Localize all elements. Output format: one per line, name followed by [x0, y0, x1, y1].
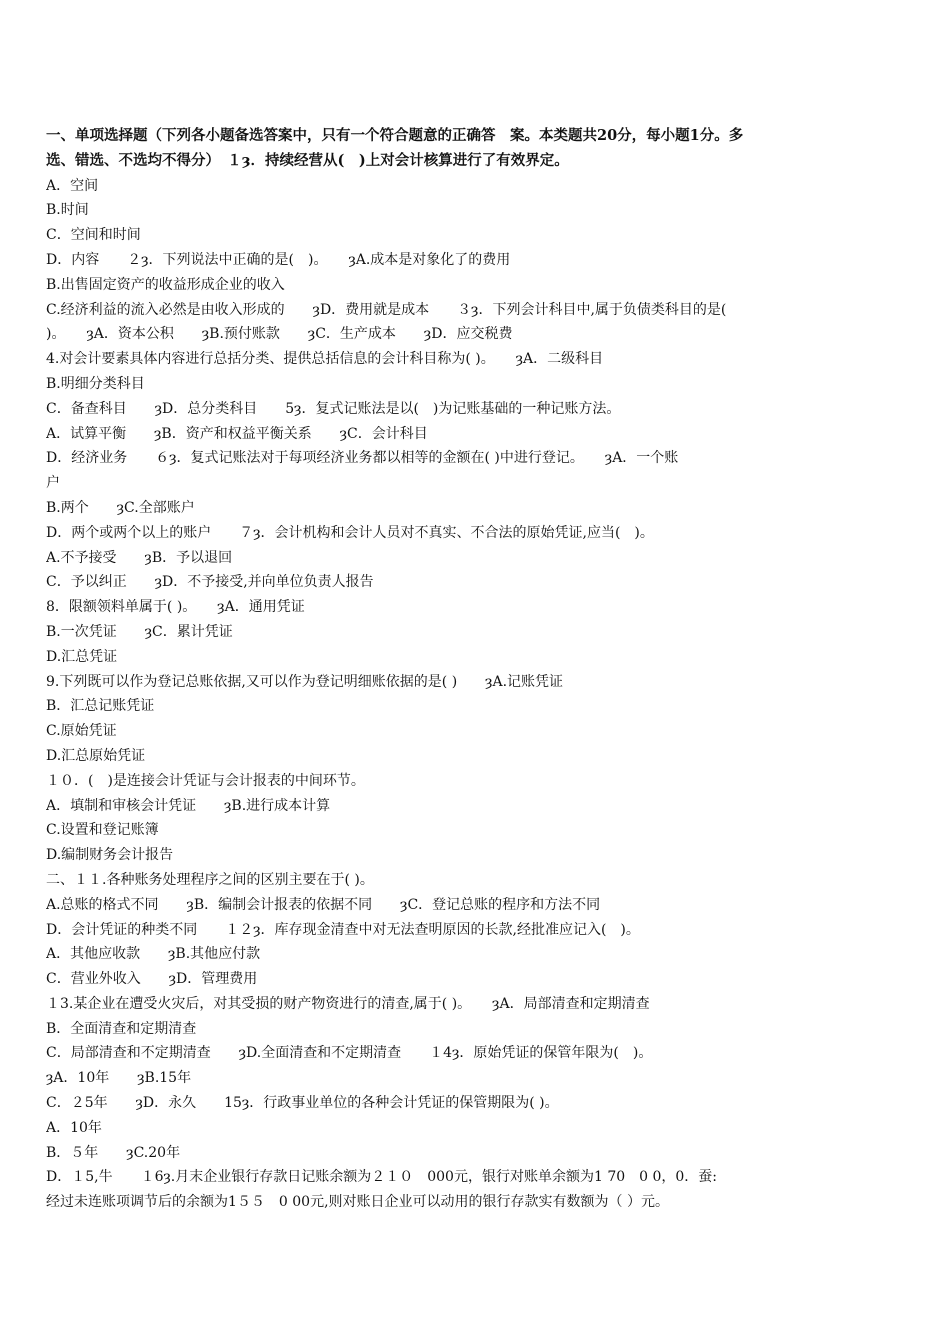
text-line: D．两个或两个以上的账户 ７ȝ．会计机构和会计人员对不真实、不合法的原始凭证,应当( )。	[46, 524, 654, 541]
text-line: D.汇总凭证	[46, 648, 118, 665]
text-line: B．５年 ȝC.20年	[46, 1144, 181, 1161]
text-line: C.设置和登记账簿	[46, 822, 159, 839]
text-line: )。 ȝA．资本公积 ȝB.预付账款 ȝC．生产成本 ȝD．应交税费	[46, 326, 513, 343]
section-heading-line-1: 一、单项选择题（下列各小题备选答案中，只有一个符合题意的正确答 案。本类题共20分，每小题1分。多	[46, 127, 744, 144]
text-line: D．会计凭证的种类不同 １２ȝ．库存现金清查中对无法查明原因的长款,经批准应记入( )。	[46, 921, 640, 938]
text-line: B.明细分类科目	[46, 375, 145, 392]
text-line: 8．限额领料单属于( )。 ȝA．通用凭证	[46, 599, 305, 616]
text-line: C．营业外收入 ȝD．管理费用	[46, 971, 258, 988]
text-line: B.时间	[46, 202, 89, 219]
text-line: B.两个 ȝC.全部账户	[46, 499, 195, 516]
text-line: A．10年	[46, 1119, 102, 1136]
section-heading-tail: 选、错选、不选均不得分） １ȝ．持续经营从( )上对会计核算进行了有效界定。	[46, 151, 569, 169]
text-line: C．予以纠正 ȝD．不予接受,并向单位负责人报告	[46, 574, 374, 591]
text-line: D．１5,牛 １6ȝ.月末企业银行存款日记账余额为２１０ 000元，银行对账单余额为1 70 0 0，0．蚕:	[46, 1169, 718, 1186]
text-line: 户	[46, 475, 60, 492]
text-line: D．内容 ２ȝ．下列说法中正确的是( )。 ȝA.成本是对象化了的费用	[46, 251, 511, 268]
text-line: B.出售固定资产的收益形成企业的收入	[46, 276, 285, 293]
text-line: B.一次凭证 ȝC．累计凭证	[46, 623, 233, 640]
text-line: C．空间和时间	[46, 227, 141, 244]
exam-document	[46, 124, 916, 1215]
text-line: C．局部清查和不定期清查 ȝD.全面清查和不定期清查 １4ȝ．原始凭证的保管年限为( )。	[46, 1045, 653, 1062]
text-line: 二、１１.各种账务处理程序之间的区别主要在于( )。	[46, 871, 374, 888]
text-line: C.经济利益的流入必然是由收入形成的 ȝD．费用就是成本 ３ȝ．下列会计科目中,属于负债类科目的是(	[46, 301, 727, 318]
text-line: C.原始凭证	[46, 723, 117, 740]
text-line: B．全面清查和定期清查	[46, 1020, 197, 1037]
text-line: １3.某企业在遭受火灾后，对其受损的财产物资进行的清查,属于( )。 ȝA．局部清查和定期清查	[46, 995, 650, 1012]
text-line: A.不予接受 ȝB．予以退回	[46, 549, 233, 566]
text-line: 4.对会计要素具体内容进行总括分类、提供总括信息的会计科目称为( )。 ȝA．二级科目	[46, 351, 604, 368]
section-heading-line-2	[46, 149, 916, 174]
text-line: C．备查科目 ȝD．总分类科目 5ȝ．复式记账法是以( )为记账基础的一种记账方法。	[46, 400, 621, 417]
text-line: D.汇总原始凭证	[46, 747, 146, 764]
text-line: A．其他应收款 ȝB.其他应付款	[46, 946, 261, 963]
text-line: A．填制和审核会计凭证 ȝB.进行成本计算	[46, 797, 331, 814]
text-line: A．空间	[46, 177, 99, 194]
text-line: C．２5年 ȝD．永久 15ȝ．行政事业单位的各种会计凭证的保管期限为( )。	[46, 1095, 559, 1112]
text-line: １０．( )是连接会计凭证与会计报表的中间环节。	[46, 772, 365, 789]
text-line: 经过未连账项调节后的余额为1５５ 0 00元,则对账日企业可以动用的银行存款实有数额为（ ）元。	[46, 1194, 669, 1211]
text-line: B．汇总记账凭证	[46, 698, 155, 715]
text-line: ȝA．10年 ȝB.15年	[46, 1070, 192, 1087]
text-line: A．试算平衡 ȝB．资产和权益平衡关系 ȝC．会计科目	[46, 425, 428, 442]
text-line: D．经济业务 ６ȝ．复式记账法对于每项经济业务都以相等的金额在( )中进行登记。 ȝA．一个账	[46, 450, 679, 467]
text-line: A.总账的格式不同 ȝB．编制会计报表的依据不同 ȝC．登记总账的程序和方法不同	[46, 896, 601, 913]
text-line: D.编制财务会计报告	[46, 847, 174, 864]
text-line: 9.下列既可以作为登记总账依据,又可以作为登记明细账依据的是( ) ȝA.记账凭证	[46, 673, 564, 690]
